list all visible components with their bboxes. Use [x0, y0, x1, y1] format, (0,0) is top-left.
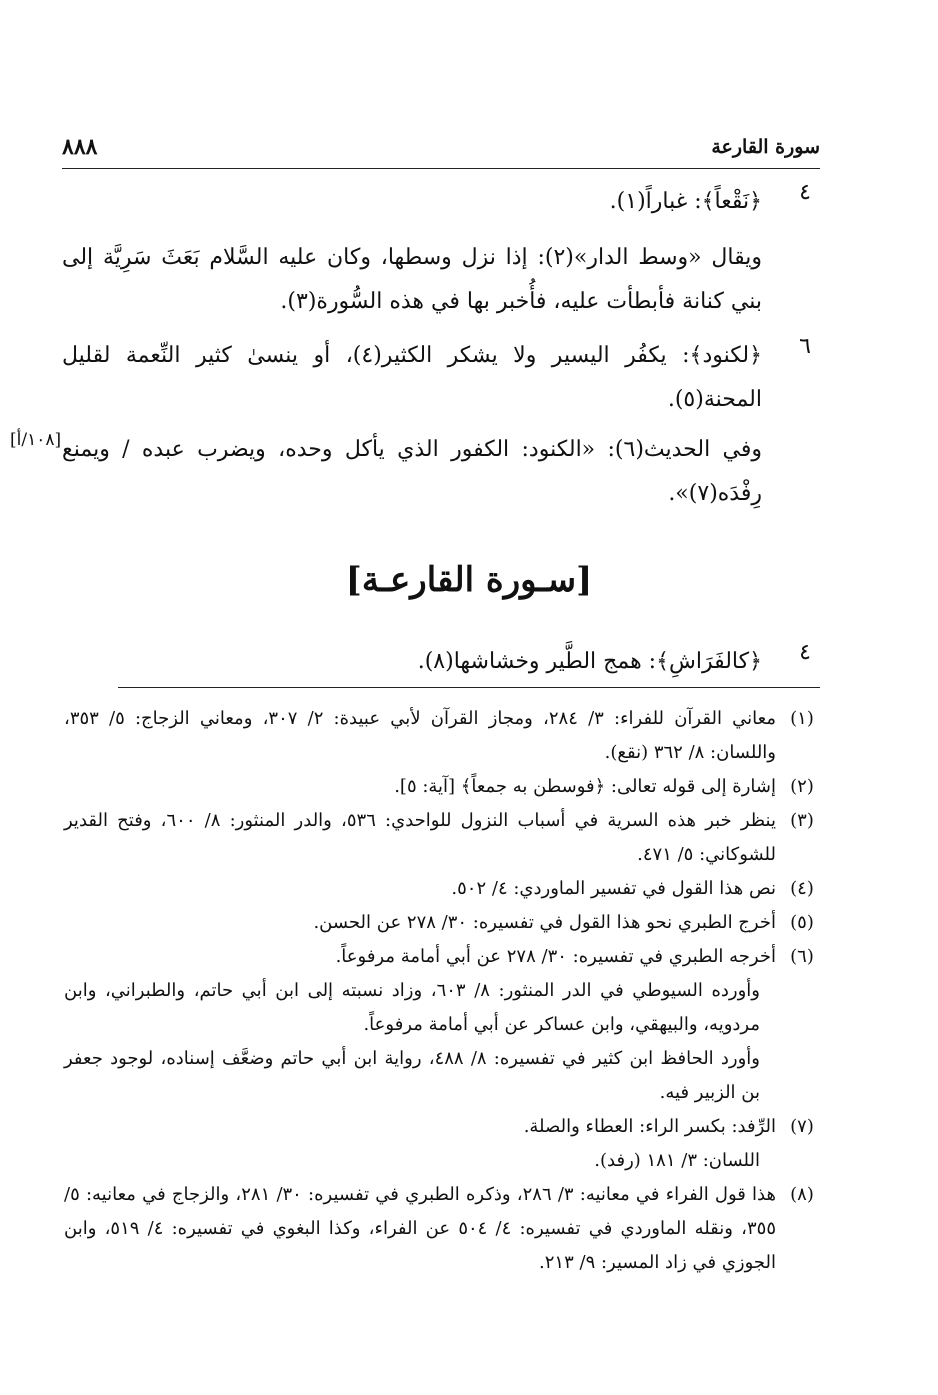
- verse-number: ٤: [799, 640, 811, 665]
- footnote-text: إشارة إلى قوله تعالى: ﴿فوسطن به جمعاً﴾ [آية: ٥].: [394, 776, 776, 797]
- footnote-text: أخرج الطبري نحو هذا القول في تفسيره: ٣٠/ ٢٧٨ عن الحسن.: [313, 912, 776, 933]
- gloss-entry: [62, 640, 820, 684]
- footnote: [64, 804, 820, 872]
- page-number: ٨٨٨: [62, 134, 98, 160]
- footnote-continuation: وأورده السيوطي في الدر المنثور: ٨/ ٦٠٣، وزاد نسبته إلى ابن أبي حاتم، والطبراني، وابن مردويه، والبيهقي، وابن عساكر عن أبي أمامة مرفوعاً.: [64, 980, 761, 1035]
- gloss-text: وفي الحديث(٦): «الكنود: الكفور الذي يأكل وحده، ويضرب عبده / ويمنع رِفْدَه(٧)».: [62, 437, 763, 506]
- footnote-continuation: وأورد الحافظ ابن كثير في تفسيره: ٨/ ٤٨٨، رواية ابن أبي حاتم وضعَّف إسناده، لوجود جعفر بن الزبير فيه.: [64, 1048, 761, 1103]
- gloss-text: ويقال «وسط الدار»(٢): إذا نزل وسطها، وكان عليه السَّلام بَعَثَ سَرِيَّة إلى بني كنانة فأبطأت عليه، فأُخبر بها في هذه السُّورة(٣).: [62, 245, 762, 314]
- footnotes: [64, 702, 820, 1280]
- footnote-continuation: اللسان: ٣/ ١٨١ (رفد).: [594, 1150, 760, 1171]
- footnote-text: ينظر خبر هذه السرية في أسباب النزول للواحدي: ٥٣٦، والدر المنثور: ٨/ ٦٠٠، وفتح القدير للشوكاني: ٥/ ٤٧١.: [64, 810, 776, 865]
- footnote-text: أخرجه الطبري في تفسيره: ٣٠/ ٢٧٨ عن أبي أمامة مرفوعاً.: [335, 946, 776, 967]
- footnote-number: (٦): [790, 946, 814, 967]
- footnote-text: نص هذا القول في تفسير الماوردي: ٤/ ٥٠٢.: [451, 878, 776, 899]
- footnote-separator: [118, 687, 820, 688]
- footnote-text: هذا قول الفراء في معانيه: ٣/ ٢٨٦، وذكره الطبري في تفسيره: ٣٠/ ٢٨١، والزجاج في معانيه: ٥/ ٣٥٥، ونقله الماوردي في تفسيره: ٤/ ٥٠٤ عن الفراء، وكذا البغوي في تفسيره: ٤/ ٥١٩، وابن الجوزي في زاد المسير: ٩/ ٢١٣.: [64, 1184, 777, 1273]
- footnote: [64, 1110, 820, 1144]
- footnote-number: (٥): [790, 912, 814, 933]
- gloss-text: ﴿لكنود﴾: يكفُر اليسير ولا يشكر الكثير(٤)، أو ينسىٰ كثير النِّعمة لقليل المحنة(٥).: [62, 343, 762, 412]
- footnote-number: (٤): [790, 878, 814, 899]
- footnote: [64, 872, 820, 906]
- footnote-text: معاني القرآن للفراء: ٣/ ٢٨٤، ومجاز القرآن لأبي عبيدة: ٢/ ٣٠٧، ومعاني الزجاج: ٥/ ٣٥٣، واللسان: ٨/ ٣٦٢ (نقع).: [64, 708, 776, 763]
- gloss-entry: [62, 180, 820, 224]
- footnote-number: (٣): [790, 810, 814, 831]
- footnote-number: (١): [790, 708, 814, 729]
- footnote: [64, 906, 820, 940]
- footnote-number: (٢): [790, 776, 814, 797]
- footnote-number: (٨): [790, 1184, 814, 1205]
- footnote-number: (٧): [790, 1116, 814, 1137]
- manuscript-folio-reference: [١٠٨/أ]: [10, 430, 62, 450]
- gloss-entry: [62, 428, 820, 516]
- gloss-entry: [62, 334, 820, 422]
- footnote: [64, 702, 820, 770]
- gloss-entry: [62, 236, 820, 324]
- verse-number: ٤: [799, 180, 811, 205]
- gloss-text: ﴿نَقْعاً﴾: غباراً(١).: [609, 189, 762, 214]
- verse-number: ٦: [799, 334, 811, 359]
- running-header: [62, 128, 820, 169]
- footnote-text: الرِّفد: بكسر الراء: العطاء والصلة.: [523, 1116, 776, 1137]
- running-title: سورة القارعة: [711, 136, 820, 158]
- footnote: [64, 770, 820, 804]
- gloss-text: ﴿كالفَرَاشِ﴾: همج الطَّير وخشاشها(٨).: [417, 649, 762, 674]
- footnote: [64, 940, 820, 974]
- footnote: [64, 1178, 820, 1280]
- surah-title: [سـورة القارعـة]: [345, 560, 593, 600]
